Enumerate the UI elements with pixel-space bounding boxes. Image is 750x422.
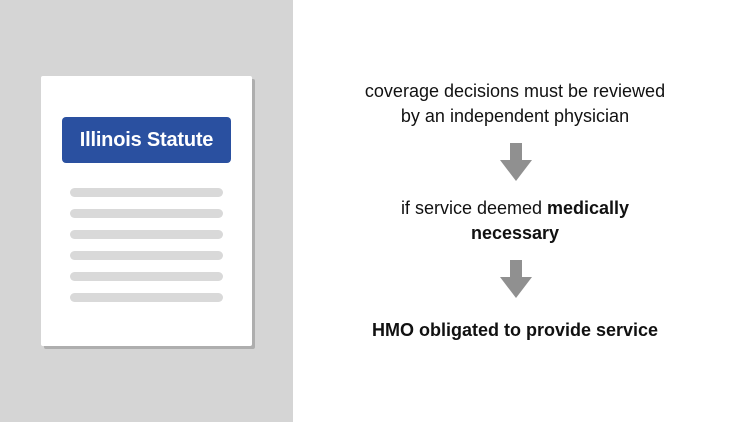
step-hmo-obligation: HMO obligated to provide service	[371, 320, 659, 340]
step-medical-bold1: medically	[547, 198, 630, 218]
step-review-requirement	[340, 79, 690, 129]
step-review-line1: coverage decisions must be reviewed	[364, 81, 666, 101]
statute-title-banner: Illinois Statute	[62, 117, 231, 163]
left-panel	[0, 0, 293, 422]
down-arrow-icon	[500, 143, 532, 181]
down-arrow-icon	[500, 260, 532, 298]
document-text-line	[70, 251, 223, 260]
document-text-line	[70, 230, 223, 239]
document-text-line	[70, 293, 223, 302]
document-text-line	[70, 209, 223, 218]
document-text-line	[70, 188, 223, 197]
step-medical-bold2: necessary	[470, 223, 560, 243]
step-medical-necessity	[340, 196, 690, 246]
step-medical-prefix: if service deemed	[400, 198, 548, 218]
statute-document	[41, 76, 252, 346]
process-flow	[340, 0, 690, 422]
document-text-line	[70, 272, 223, 281]
step-review-line2: by an independent physician	[400, 106, 630, 126]
